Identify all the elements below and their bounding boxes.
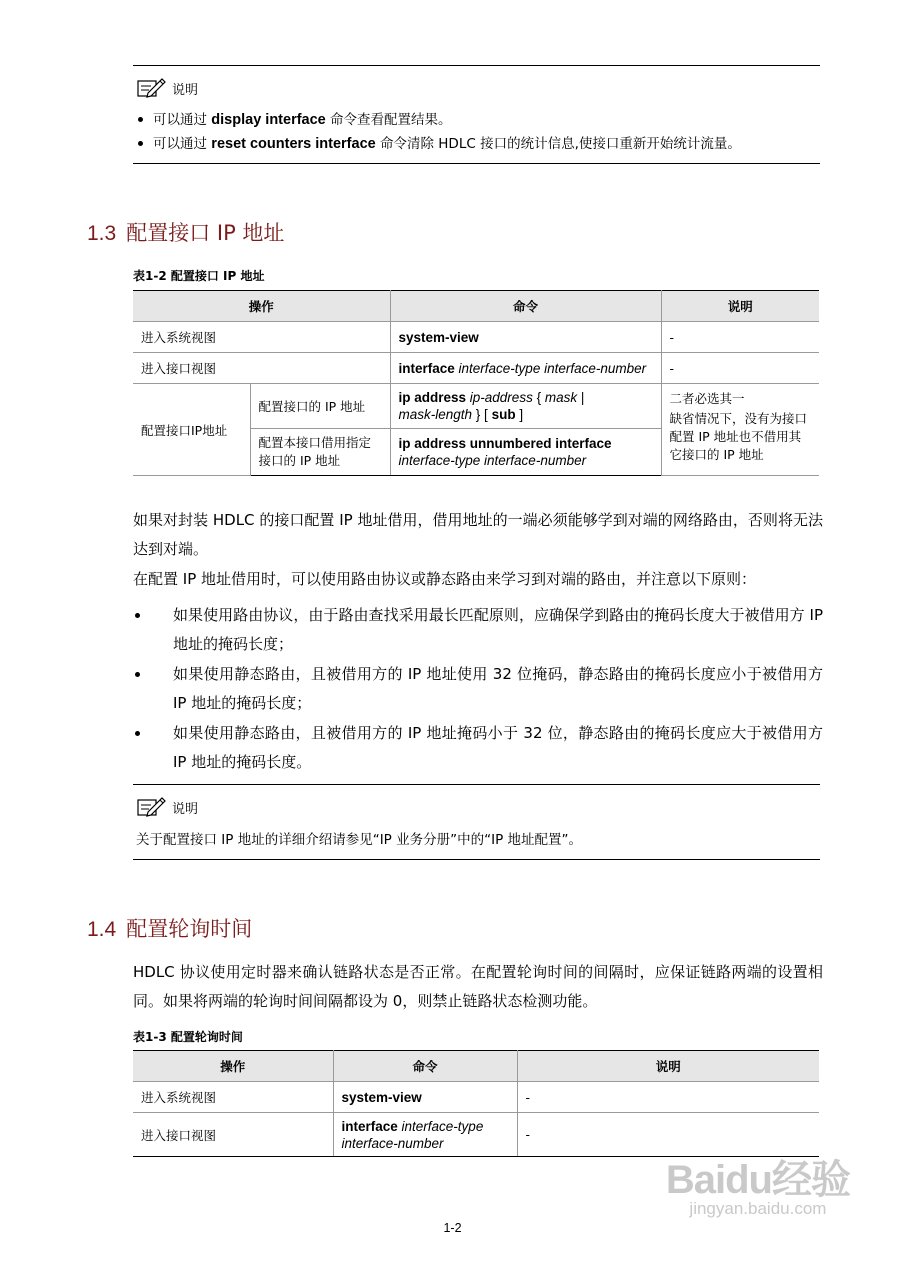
paragraph: 在配置 IP 地址借用时，可以使用路由协议或静态路由来学习到对端的路由，并注意以下原则： xyxy=(133,570,757,588)
note-title: 说明 xyxy=(172,802,199,817)
table-row xyxy=(133,384,819,429)
param-text: mask xyxy=(544,390,578,405)
cell-cmd xyxy=(390,429,661,476)
watermark-logo: Baidu经验 xyxy=(665,1158,850,1202)
note-header xyxy=(136,795,198,817)
cell-cmd xyxy=(333,1082,517,1113)
bullet-dot xyxy=(135,672,140,677)
cell-op: 配置接口IP地址 xyxy=(133,384,250,476)
cell-cmd xyxy=(390,322,661,353)
command-text: system-view xyxy=(398,329,479,345)
table-caption: 表1-3 配置轮询时间 xyxy=(133,1030,243,1044)
cell-desc: - xyxy=(661,353,819,384)
list-item xyxy=(133,660,823,718)
section-title: 配置轮询时间 xyxy=(126,917,253,941)
note-bullet-2 xyxy=(136,135,741,153)
paragraph: 如果对封装 HDLC 的接口配置 IP 地址借用，借用地址的一端必须能够学到对端的网络路由，否则将无法达到对端。 xyxy=(133,511,823,558)
command-text: ip address unnumbered interface xyxy=(398,436,612,451)
section-heading-1-4 xyxy=(87,913,252,943)
list-item-text: 如果使用静态路由，且被借用方的 IP 地址使用 32 位掩码，静态路由的掩码长度应小于被借用方 IP 地址的掩码长度； xyxy=(173,665,823,712)
command-text: interface xyxy=(398,360,455,376)
cell-desc xyxy=(661,384,819,476)
paragraph: HDLC 协议使用定时器来确认链路状态是否正常。在配置轮询时间的间隔时，应保证链路两端的设置相同。如果将两端的轮询时间间隔都设为 0，则禁止链路状态检测功能。 xyxy=(133,963,823,1010)
note-title: 说明 xyxy=(172,83,199,98)
table-header-op: 操作 xyxy=(133,1051,333,1082)
param-text: mask-length xyxy=(398,407,473,422)
table-header-desc: 说明 xyxy=(661,291,819,322)
note-pencil-icon xyxy=(136,76,166,98)
bullet-dot xyxy=(135,731,140,736)
note-pencil-icon xyxy=(136,795,166,817)
command-text: interface xyxy=(341,1118,398,1134)
cell-op: 进入系统视图 xyxy=(133,1082,333,1113)
command-text: display interface xyxy=(211,112,326,128)
section-heading-1-3 xyxy=(87,217,284,247)
note-header xyxy=(136,76,198,98)
cell-op: 进入系统视图 xyxy=(133,322,390,353)
cell-op: 进入接口视图 xyxy=(133,1113,333,1157)
bullet-dot xyxy=(138,117,143,122)
baidu-watermark xyxy=(666,1148,850,1219)
table-row xyxy=(133,322,819,353)
table-config-ip xyxy=(133,290,819,476)
desc-line: 缺省情况下，没有为接口配置 IP 地址也不借用其它接口的 IP 地址 xyxy=(669,411,808,462)
bullet-dot xyxy=(138,141,143,146)
table-caption: 表1-2 配置接口 IP 地址 xyxy=(133,269,265,283)
command-text: ip address xyxy=(398,390,467,405)
bullet-dot xyxy=(135,613,140,618)
text: } [ xyxy=(472,407,492,422)
list-item xyxy=(133,719,823,777)
param-text: interface-number xyxy=(341,1135,444,1151)
table-header-cmd: 命令 xyxy=(390,291,661,322)
note-text: 关于配置接口 IP 地址的详细介绍请参见“IP 业务分册”中的“IP 地址配置”。 xyxy=(136,832,583,848)
text: | xyxy=(577,390,585,405)
page-number: 1-2 xyxy=(443,1221,462,1235)
table-header-cmd: 命令 xyxy=(333,1051,517,1082)
list-item-text: 如果使用静态路由，且被借用方的 IP 地址掩码小于 32 位，静态路由的掩码长度应大于被借用方 IP 地址的掩码长度。 xyxy=(173,724,823,771)
cell-subop: 配置接口的 IP 地址 xyxy=(250,384,390,429)
param-text: interface-type xyxy=(397,1118,484,1134)
section-number: 1.3 xyxy=(87,222,117,245)
section-number: 1.4 xyxy=(87,918,117,941)
text: ] xyxy=(515,407,524,422)
text: 命令查看配置结果。 xyxy=(325,112,452,128)
cell-cmd xyxy=(390,384,661,429)
param-text: interface-type interface-number xyxy=(398,453,587,468)
param-text: ip-address xyxy=(466,390,533,405)
table-poll-timer xyxy=(133,1050,819,1157)
list-item-text: 如果使用路由协议，由于路由查找采用最长匹配原则，应确保学到路由的掩码长度大于被借用方 IP 地址的掩码长度； xyxy=(173,606,823,653)
note-bottom-rule xyxy=(133,859,820,860)
command-text: sub xyxy=(491,407,516,422)
cell-desc: - xyxy=(517,1082,819,1113)
command-text: reset counters interface xyxy=(211,136,376,152)
section-title: 配置接口 IP 地址 xyxy=(126,221,285,245)
table-row xyxy=(133,353,819,384)
cell-subop: 配置本接口借用指定接口的 IP 地址 xyxy=(250,429,390,476)
table-row xyxy=(133,1082,819,1113)
note-top-rule xyxy=(133,784,820,785)
cell-desc: - xyxy=(661,322,819,353)
param-text: interface-type interface-number xyxy=(454,360,647,376)
note-top-rule xyxy=(133,65,820,66)
desc-line: 二者必选其一 xyxy=(669,391,745,406)
command-text: system-view xyxy=(341,1089,422,1105)
cell-cmd xyxy=(390,353,661,384)
text: { xyxy=(532,390,545,405)
cell-op: 进入接口视图 xyxy=(133,353,390,384)
table-header-op: 操作 xyxy=(133,291,390,322)
cell-desc: - xyxy=(517,1113,819,1157)
watermark-url: jingyan.baidu.com xyxy=(689,1199,827,1218)
text: 可以通过 xyxy=(153,136,212,152)
text: 可以通过 xyxy=(153,112,212,128)
cell-cmd xyxy=(333,1113,517,1157)
list-item xyxy=(133,601,823,659)
text: 命令清除 HDLC 接口的统计信息,使接口重新开始统计流量。 xyxy=(375,136,741,152)
table-header-desc: 说明 xyxy=(517,1051,819,1082)
note-bullet-1 xyxy=(136,111,452,129)
note-bottom-rule xyxy=(133,163,820,164)
